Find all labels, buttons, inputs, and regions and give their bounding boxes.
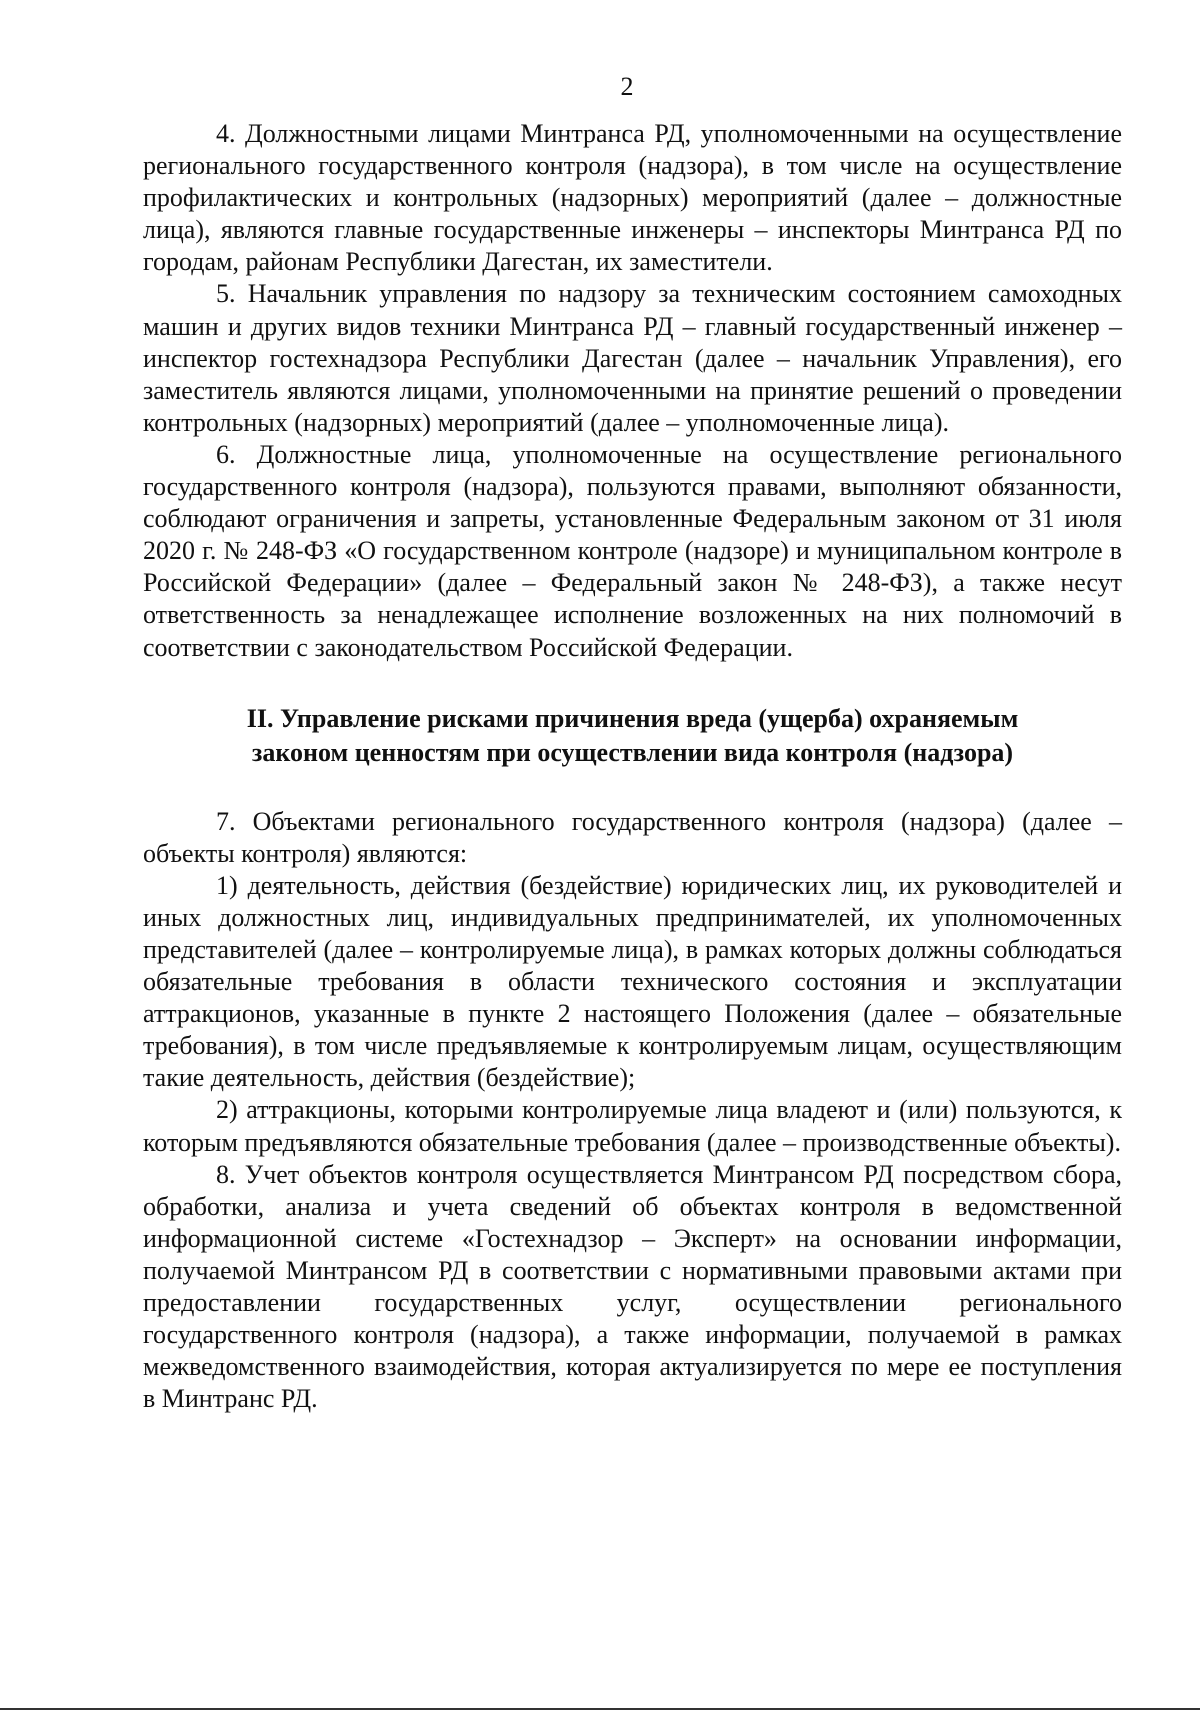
- paragraph-4: 4. Должностными лицами Минтранса РД, уполномоченными на осуществление регионального государственного контроля (надзора), в том числе на осуществление профилактических и контрольных (надзорных) мероприятий (далее – должностные лица), являются главные государственные инженеры – инспекторы Минтранса РД по городам, районам Республики Дагестан, их заместители.: [143, 119, 1122, 277]
- paragraph-7: 7. Объектами регионального государственного контроля (надзора) (далее – объекты контроля) являются:: [143, 806, 1122, 868]
- section-heading-line-1: II. Управление рисками причинения вреда (ущерба) охраняемым: [246, 703, 1019, 733]
- paragraph-8: 8. Учет объектов контроля осуществляется Минтрансом РД посредством сбора, обработки, анализа и учета сведений об объектах контроля в ведомственной информационной системе «Гостехнадзор – Эксперт» на основании информации, получаемой Минтрансом РД в соответствии с нормативными правовыми актами при предоставлении государственных услуг, осуществлении регионального государственного контроля (надзора), а также информации, получаемой в рамках межведомственного взаимодействия, которая актуализируется по мере ее поступления в Минтранс РД.: [143, 1159, 1122, 1414]
- paragraph-5: 5. Начальник управления по надзору за техническим состоянием самоходных машин и других видов техники Минтранса РД – главный государственный инженер – инспектор гостехнадзора Республики Дагестан (далее – начальник Управления), его заместитель являются лицами, уполномоченными на принятие решений о проведении контрольных (надзорных) мероприятий (далее – уполномоченные лица).: [143, 279, 1122, 437]
- page-number: 2: [620, 72, 634, 101]
- section-heading-line-2: законом ценностям при осуществлении вида контроля (надзора): [251, 737, 1014, 767]
- paragraph-7-item-2: 2) аттракционы, которыми контролируемые лица владеют и (или) пользуются, к которым предъявляются обязательные требования (далее – производственные объекты).: [143, 1095, 1122, 1157]
- section-heading: [143, 702, 1122, 770]
- page-bottom-border: [0, 1708, 1200, 1710]
- document-body: [143, 118, 1122, 1415]
- paragraph-7-item-1: 1) деятельность, действия (бездействие) юридических лиц, их руководителей и иных должностных лиц, индивидуальных предпринимателей, их уполномоченных представителей (далее – контролируемые лица), в рамках которых должны соблюдаться обязательные требования в области технического состояния и эксплуатации аттракционов, указанные в пункте 2 настоящего Положения (далее – обязательные требования), в том числе предъявляемые к контролируемым лицам, осуществляющим такие деятельность, действия (бездействие);: [143, 870, 1122, 1093]
- paragraph-6: 6. Должностные лица, уполномоченные на осуществление регионального государственного контроля (надзора), пользуются правами, выполняют обязанности, соблюдают ограничения и запреты, установленные Федеральным законом от 31 июля 2020 г. № 248-ФЗ «О государственном контроле (надзоре) и муниципальном контроле в Российской Федерации» (далее – Федеральный закон № 248-ФЗ), а также несут ответственность за ненадлежащее исполнение возложенных на них полномочий в соответствии с законодательством Российской Федерации.: [143, 439, 1122, 662]
